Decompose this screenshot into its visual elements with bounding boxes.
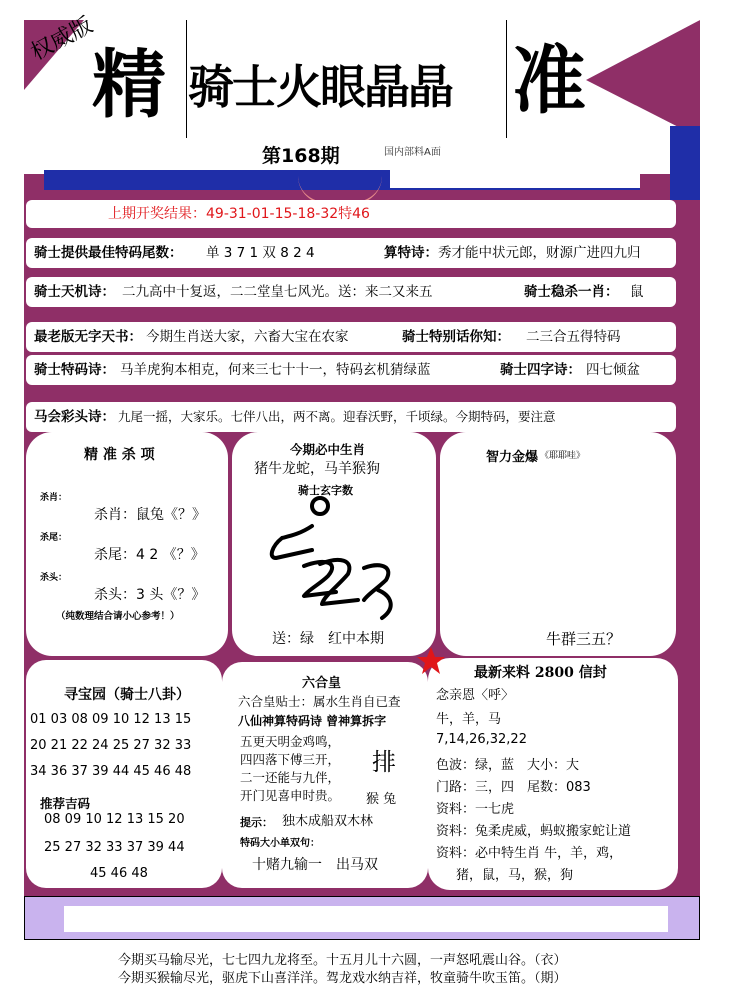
latest-title: 最新来料 2800 信封 xyxy=(474,665,607,681)
row1-value: 单 3 7 1 双 8 2 4 xyxy=(206,245,315,261)
emperor-small-chars: 猴 兔 xyxy=(366,792,397,807)
blue-banner-right xyxy=(670,126,700,200)
row2-value: 二九高中十复返，二二堂皇七风光。送：来二又来五 xyxy=(122,284,433,300)
wit-answer: 牛群三五？ xyxy=(546,630,622,648)
kill-label-tail: 杀尾： xyxy=(40,533,68,543)
info-row-3 xyxy=(26,322,676,352)
handwritten-numbers xyxy=(264,496,414,626)
kill-zodiac: 杀肖：鼠兔《？》 xyxy=(94,507,206,523)
footer-line-2: 今期买猴输尽光，驱虎下山喜洋洋。驾龙戏水纳吉祥，牧童骑牛吹玉笛。（期） xyxy=(118,971,567,986)
recommended-numbers-3: 45 46 48 xyxy=(90,866,148,881)
latest-line-8: 资料：必中特生肖 牛，羊，鸡， xyxy=(436,846,623,861)
header-divider-right xyxy=(506,20,507,138)
bottom-strip-inner xyxy=(64,906,668,932)
latest-line-6: 资料：一七虎 xyxy=(436,802,515,817)
row1b-label: 算特诗： xyxy=(384,245,438,261)
latest-line-5: 门路：三，四 尾数：083 xyxy=(436,780,591,795)
info-row-5 xyxy=(26,402,676,432)
emperor-poem-4: 开门见喜申时贵。 xyxy=(240,788,341,803)
last-result: 上期开奖结果：49-31-01-15-18-32特46 xyxy=(108,206,370,222)
row3-value: 今期生肖送大家，六畜大宝在农家 xyxy=(146,329,349,345)
zodiac-send: 送：绿 红中本期 xyxy=(272,631,384,647)
wit-title: 智力金爆 xyxy=(486,450,539,465)
row3b-label: 骑士特别话你知： xyxy=(402,329,510,345)
info-row-2 xyxy=(26,277,676,307)
row3b-value: 二三合五得特码 xyxy=(526,329,621,345)
row5-label: 马会彩头诗： xyxy=(34,409,115,425)
emperor-title: 六合皇 xyxy=(302,676,342,691)
treasure-numbers-1: 01 03 08 09 10 12 13 15 xyxy=(30,712,192,727)
latest-line-9: 猪，鼠，马，猴，狗 xyxy=(456,868,574,883)
latest-line-2: 牛，羊，马 xyxy=(436,712,502,727)
row1b-value: 秀才能中状元郎，财源广进四九归 xyxy=(438,245,641,261)
header-big-left-char: 精 xyxy=(92,42,166,128)
info-row-1 xyxy=(26,238,676,268)
footer-line-1: 今期买马输尽光，七七四九龙将至。十五月儿十六圆，一声怒吼震山谷。（衣） xyxy=(118,953,567,968)
emperor-poem-1: 五更天明金鸡鸣， xyxy=(240,734,341,749)
recommended-numbers-2: 25 27 32 33 37 39 44 xyxy=(44,840,185,855)
row5-value: 九尾一摇，大家乐。七伴八出，两不离。迎春沃野，千顷绿。今期特码，要注意 xyxy=(118,409,556,424)
latest-line-4: 色波：绿，蓝 大小：大 xyxy=(436,758,580,773)
wit-title-sub: 《耶耶哇》 xyxy=(540,451,586,461)
header-divider-left xyxy=(186,20,187,138)
kill-label-zodiac: 杀肖： xyxy=(40,493,68,503)
star-icon xyxy=(416,646,446,676)
emperor-poem-3: 二一还能与九伴， xyxy=(240,770,341,785)
row4b-value: 四七倾盆 xyxy=(586,362,640,378)
emperor-poem-title: 八仙神算特码诗 曾神算拆字 xyxy=(238,714,387,728)
info-row-4 xyxy=(26,355,676,385)
row2-label: 骑士天机诗： xyxy=(34,284,115,300)
kill-label-head: 杀头： xyxy=(40,573,68,583)
issue-number: 第168期 xyxy=(262,145,340,167)
zodiac-animals: 猪牛龙蛇，马羊猴狗 xyxy=(254,461,380,477)
emperor-pair: 十赌九输一 出马双 xyxy=(252,857,378,873)
zodiac-subtitle: 骑士玄字数 xyxy=(298,484,353,497)
emperor-big-char: 排 xyxy=(372,748,396,776)
emperor-hint-label: 提示： xyxy=(240,816,273,829)
kill-box-title: 精 准 杀 项 xyxy=(84,447,155,463)
header-big-right-char: 准 xyxy=(512,38,586,124)
issue-note: 国内部料A面 xyxy=(384,147,441,158)
authority-badge: 权威版 xyxy=(26,12,97,66)
header-title: 骑士火眼晶晶 xyxy=(188,60,452,114)
kill-tail: 杀尾：4 2 《？》 xyxy=(94,547,205,563)
banner-mask xyxy=(390,166,640,188)
latest-line-3: 7,14,26,32,22 xyxy=(436,732,527,747)
row4-label: 骑士特码诗： xyxy=(34,362,115,378)
row2b-value: 鼠 xyxy=(630,284,644,300)
row1-label: 骑士提供最佳特码尾数： xyxy=(34,245,183,261)
treasure-numbers-2: 20 21 22 24 25 27 32 33 xyxy=(30,738,192,753)
recommended-numbers-1: 08 09 10 12 13 15 20 xyxy=(44,812,185,827)
treasure-numbers-3: 34 36 37 39 44 45 46 48 xyxy=(30,764,192,779)
latest-line-7: 资料：兔柔虎威，蚂蚁搬家蛇让道 xyxy=(436,824,632,839)
emperor-poem-2: 四四落下傅三开， xyxy=(240,752,341,767)
kill-note: （纯数理结合请小心参考！） xyxy=(56,611,180,622)
recommended-title: 推荐吉码 xyxy=(40,796,91,811)
row3-label: 最老版无字天书： xyxy=(34,329,142,345)
treasure-title: 寻宝园（骑士八卦） xyxy=(64,687,190,703)
zodiac-title: 今期必中生肖 xyxy=(290,442,366,457)
header-decoration xyxy=(586,20,700,138)
emperor-pair-label: 特码大小单双句： xyxy=(240,838,320,849)
wit-box xyxy=(440,432,676,656)
row4b-label: 骑士四字诗： xyxy=(500,362,581,378)
latest-line-1: 念亲恩〈呼〉 xyxy=(436,688,515,703)
row2b-label: 骑士稳杀一肖： xyxy=(524,284,619,300)
row4-value: 马羊虎狗本相克，何来三七十十一，特码玄机猜绿蓝 xyxy=(120,362,431,378)
emperor-tip: 六合皇贴士：属水生肖自已查 xyxy=(238,694,401,709)
emperor-hint: 独木成船双木林 xyxy=(282,814,374,829)
kill-head: 杀头：3 头《？》 xyxy=(94,587,206,603)
